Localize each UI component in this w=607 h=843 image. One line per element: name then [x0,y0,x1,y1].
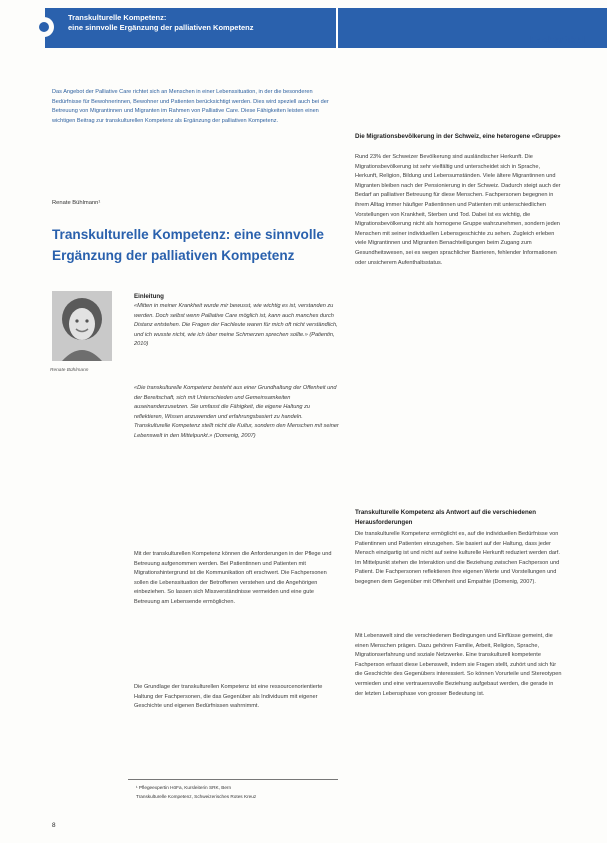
article-title: Transkulturelle Kompetenz: eine sinnvolle Ergänzung der palliativen Kompetenz [52,227,324,263]
section-heading-migration: Die Migrationsbevölkerung in der Schweiz, eine heterogene «Gruppe» [355,133,561,140]
photo-caption: Renate Bühlmann [50,368,89,373]
section-label: Fachartikel [529,35,585,46]
right-body-paragraph-1: Rund 23% der Schweizer Bevölkerung sind ausländischer Herkunft. Die Migrationsbevölkerung ist sehr vielfältig und unterscheidet sich in Sprache, Herkunft, Religion, Bildung und Lebensumständen. Viele ältere Migrantinnen und Migranten bleiben nach der Pensionierung in der Schweiz. Dadurch steigt auch der Bedarf an palliativer Betreuung für diese Menschen. Fachpersonen begegnen in ihrem Alltag immer häufiger Patientinnen und Patienten mit unterschiedlichen Vorstellungen von Krankheit, Sterben und Tod. Dabei ist es wichtig, die Migrationsbevölkerung nicht als homogene Gruppe wahrzunehmen, sondern jeden Menschen mit seiner individuellen Lebensgeschichte zu sehen. Zugleich erleben viele Migrantinnen und Migranten Benachteiligungen beim Zugang zum Gesundheitswesen, sei es wegen sprachlicher Barrieren, fehlender Informationen oder unsicherem Aufenthaltsstatus. [355,154,561,266]
intro-paragraph: Das Angebot der Palliative Care richtet sich an Menschen in einer Lebenssituation, in der die besonderen Bedürfnisse für Bewohnerinnen, Bewohner und Patienten berücksichtigt werden. Dies wird speziell auch bei der Betreuung von Migrantinnen und Migranten im Rahmen von Palliative Care. Diese Fähigkeiten leisten einen wichtigen Beitrag zur transkulturellen Kompetenz als Ergänzung der palliativen Kompetenz. [52,89,329,124]
left-body-paragraph: Mit der transkulturellen Kompetenz können die Anforderungen in der Pflege und Betreuung aufgenommen werden. Bei Patientinnen und Patienten mit Migrationshintergrund ist die Kommunikation oft erschwert. Die Fachpersonen sollen die Lebenssituation der Betroffenen verstehen und die Angehörigen einbeziehen. So lassen sich Missverständnisse vermeiden und eine gute Betreuung am Lebensende ermöglichen. [134,551,332,605]
header-title-line2: eine sinnvolle Ergänzung der palliativen Kompetenz [68,23,254,32]
header-bullet-icon [34,17,54,37]
right-body-paragraph-3: Mit Lebenswelt sind die verschiedenen Bedingungen und Einflüsse gemeint, die einen Menschen prägen. Dazu gehören Familie, Arbeit, Religion, Sprache, Migrationserfahrung und soziale Netzwerke. Eine transkulturell kompetente Fachperson erfasst diese Lebenswelt, indem sie Fragen stellt, zuhört und sich für die Geschichte des Gegenübers interessiert. So können Vorurteile und Stereotypen vermieden und eine vertrauensvolle Beziehung aufgebaut werden, die gerade in der letzten Lebensphase von grosser Bedeutung ist. [355,633,562,697]
header-title-line1: Transkulturelle Kompetenz: [68,13,167,22]
author-name: Renate Bühlmann¹ [52,200,101,206]
header-divider [336,8,338,48]
footnote-1: ¹ Pflegeexpertin HöFa, Kursleiterin SRK, Bern [136,785,232,790]
left-body-paragraph-2: Die Grundlage der transkulturellen Kompetenz ist eine ressourcenorientierte Haltung der Fachpersonen, die das Gegenüber als Individuum mit eigener Geschichte und eigenen Bedürfnissen wahrnimmt. [134,684,323,710]
opening-quote: «Mitten in meiner Krankheit wurde mir bewusst, wie wichtig es ist, verstanden zu werden. Doch selbst wenn Palliative Care möglich ist, kann auch manches durch Distanz entstehen. Die Fragen der Fachleute waren für mich oft nicht verständlich, und ich wusste nicht, wie ich über meine Schmerzen sprechen sollte.» (Patientin, 2010) [134,303,338,348]
header-title [68,13,253,33]
page-number: 8 [52,822,56,829]
right-body-paragraph-2: Die transkulturelle Kompetenz ermöglicht es, auf die individuellen Bedürfnisse von Patientinnen und Patienten einzugehen. Sie basiert auf der Haltung, dass jeder Mensch einzigartig ist und nicht auf seine kulturelle Herkunft reduziert werden darf. Im Mittelpunkt stehen die Interaktion und die Beziehung zwischen Fachperson und Patient. Die Fachpersonen reflektieren ihre eigenen Werte und Vorstellungen und begegnen dem Gegenüber mit Offenheit und Empathie (Domenig, 2007). [355,531,560,585]
section-heading-competence: Transkulturelle Kompetenz als Antwort auf die verschiedenen Herausforderungen [355,509,536,526]
definition-quote: «Die transkulturelle Kompetenz besteht aus einer Grundhaltung der Offenheit und der Bereitschaft, sich mit Unterschieden und Gemeinsamkeiten auseinanderzusetzen. Sie umfasst die Fähigkeit, die eigene Haltung zu reflektieren, Wissen anzuwenden und erfahrungsbasiert zu handeln. Transkulturelle Kompetenz stellt nicht die Kultur, sondern den Menschen mit seiner Lebenswelt in den Mittelpunkt.» (Domenig, 2007) [134,385,339,439]
footnote-2: Transkulturelle Kompetenz, Schweizerisches Rotes Kreuz [136,794,257,799]
section-heading-introduction: Einleitung [134,293,164,300]
author-photo [52,291,112,361]
section-label-area [355,14,585,44]
footnote-rule [128,779,338,780]
